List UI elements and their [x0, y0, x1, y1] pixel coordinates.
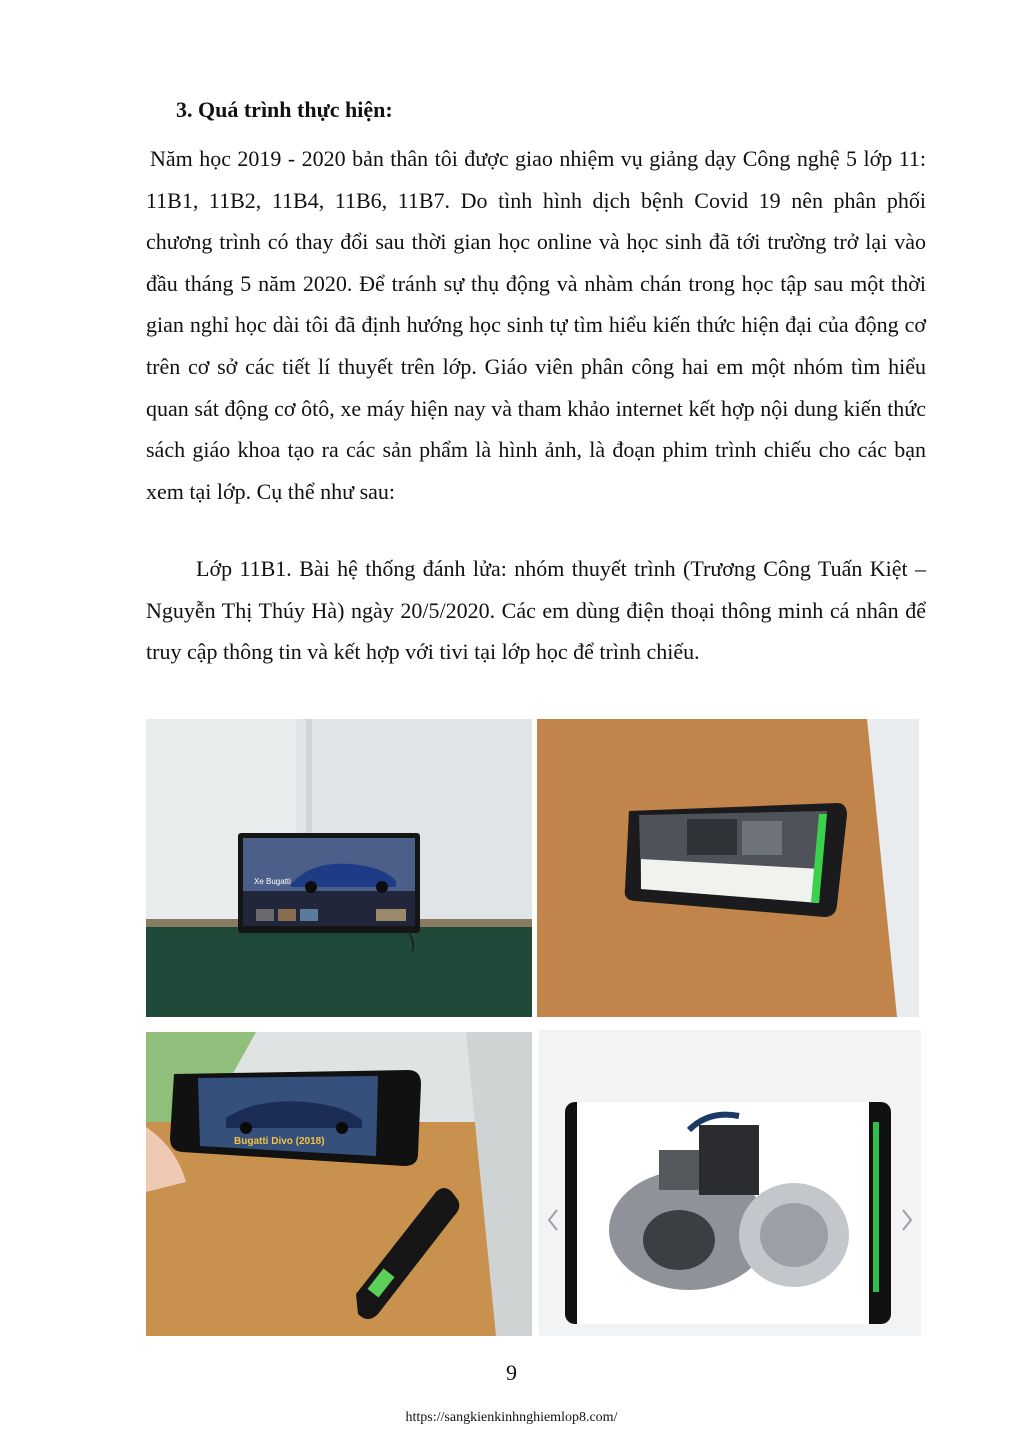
phone-desk-image — [537, 719, 919, 1017]
phone-remote-image — [146, 1032, 532, 1336]
paragraph-class-11b1: Lớp 11B1. Bài hệ thống đánh lửa: nhóm thuyết trình (Trương Công Tuấn Kiệt – Nguyễn Thị Thúy Hà) ngày 20/5/2020. Các em dùng điện thoại thông minh cá nhân để truy cập thông tin và kết hợp với tivi tại lớp học để trình chiếu. — [146, 556, 926, 665]
phone-caption: Bugatti Divo (2018) — [234, 1136, 325, 1147]
section-heading: 3. Quá trình thực hiện: — [176, 97, 393, 122]
photo-classroom-tv — [146, 719, 532, 1017]
tv-caption: Xe Bugatti — [254, 877, 291, 886]
footer-url: https://sangkienkinhnghiemlop8.com/ — [405, 1410, 618, 1425]
photo-motorcycle-engine — [539, 1030, 921, 1336]
engine-image — [539, 1030, 921, 1336]
paragraph-intro: Năm học 2019 - 2020 bản thân tôi được giao nhiệm vụ giảng dạy Công nghệ 5 lớp 11: 11B1, 11B2, 11B4, 11B6, 11B7. Do tình hình dịch bệnh Covid 19 nên phân phối chương trình có thay đổi sau thời gian học online và học sinh đã tới trường trở lại vào đầu tháng 5 năm 2020. Để tránh sự thụ động và nhàm chán trong học tập sau một thời gian nghỉ học dài tôi đã định hướng học sinh tự tìm hiểu kiến thức hiện đại của động cơ trên cơ sở các tiết lí thuyết trên lớp. Giáo viên phân công hai em một nhóm tìm hiểu quan sát động cơ ôtô, xe máy hiện nay và tham khảo internet kết hợp nội dung kiến thức sách giáo khoa tạo ra các sản phẩm là hình ảnh, là đoạn phim trình chiếu cho các bạn xem tại lớp. Cụ thể như sau: — [146, 146, 926, 504]
photo-phone-and-remote — [146, 1032, 532, 1336]
classroom-tv-image — [146, 719, 532, 1017]
page-number: 9 — [506, 1360, 517, 1385]
photo-phone-on-desk — [537, 719, 919, 1017]
